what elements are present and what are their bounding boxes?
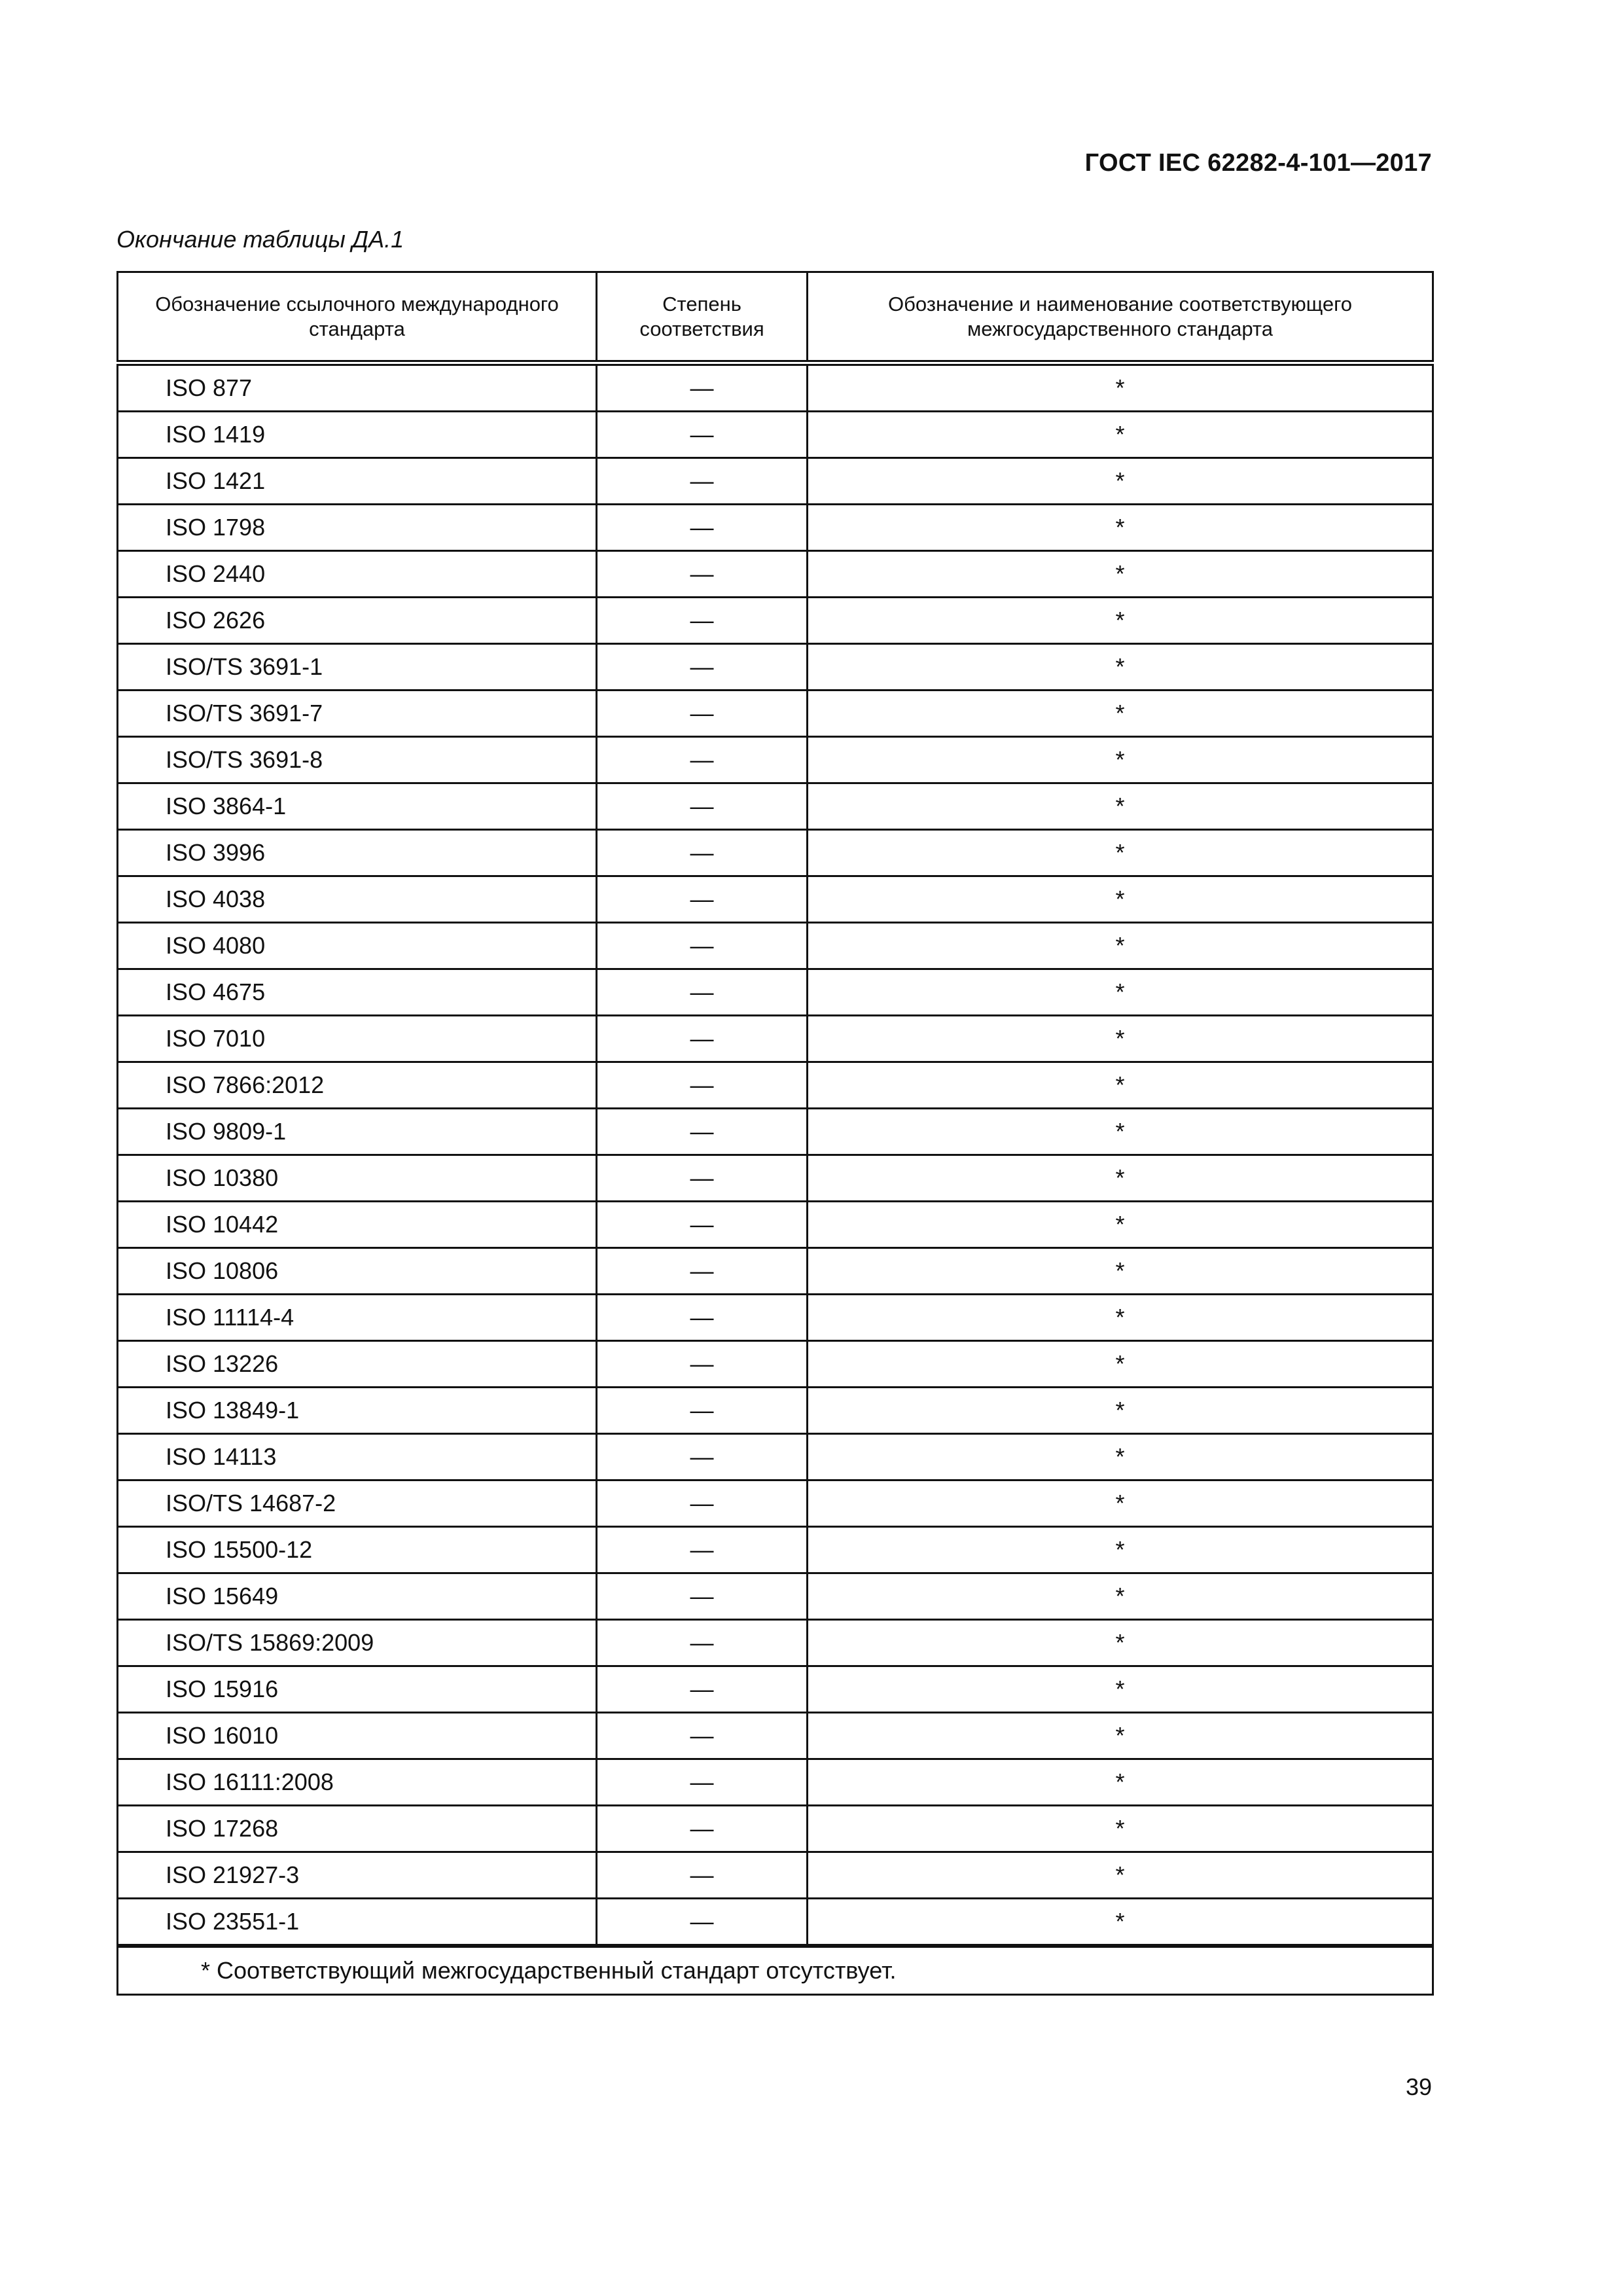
reference-standard-cell: ISO 4675 xyxy=(118,969,597,1016)
reference-standard-cell: ISO 13226 xyxy=(118,1341,597,1388)
national-standard-cell: * xyxy=(808,1620,1433,1666)
reference-standard-cell: ISO 9809-1 xyxy=(118,1109,597,1155)
table-row xyxy=(118,1155,1433,1202)
national-standard-cell: * xyxy=(808,1388,1433,1434)
national-standard-cell: * xyxy=(808,1434,1433,1480)
table-row xyxy=(118,1248,1433,1295)
national-standard-cell: * xyxy=(808,458,1433,505)
table-row xyxy=(118,1899,1433,1946)
table-row xyxy=(118,598,1433,644)
conformity-degree-cell: — xyxy=(597,1434,808,1480)
conformity-degree-cell: — xyxy=(597,1573,808,1620)
conformity-degree-cell: — xyxy=(597,1295,808,1341)
table-row xyxy=(118,691,1433,737)
conformity-degree-cell: — xyxy=(597,923,808,969)
reference-standard-cell: ISO 16111:2008 xyxy=(118,1759,597,1806)
table-row xyxy=(118,923,1433,969)
reference-standard-cell: ISO 15649 xyxy=(118,1573,597,1620)
conformity-degree-cell: — xyxy=(597,598,808,644)
reference-standard-cell: ISO/TS 3691-8 xyxy=(118,737,597,783)
conformity-degree-cell: — xyxy=(597,1388,808,1434)
national-standard-cell: * xyxy=(808,1155,1433,1202)
table-row xyxy=(118,644,1433,691)
table-footnote: * Соответствующий межгосударственный стандарт отсутствует. xyxy=(118,1946,1433,1995)
conformity-degree-cell: — xyxy=(597,412,808,458)
national-standard-cell: * xyxy=(808,1899,1433,1946)
reference-standard-cell: ISO 15500-12 xyxy=(118,1527,597,1573)
reference-standard-cell: ISO 1421 xyxy=(118,458,597,505)
national-standard-cell: * xyxy=(808,783,1433,830)
reference-standard-cell: ISO/TS 14687-2 xyxy=(118,1480,597,1527)
national-standard-cell: * xyxy=(808,1062,1433,1109)
reference-standard-cell: ISO 3864-1 xyxy=(118,783,597,830)
reference-standard-cell: ISO/TS 15869:2009 xyxy=(118,1620,597,1666)
reference-standard-cell: ISO 14113 xyxy=(118,1434,597,1480)
national-standard-cell: * xyxy=(808,1295,1433,1341)
reference-standard-cell: ISO/TS 3691-7 xyxy=(118,691,597,737)
reference-standard-cell: ISO 4038 xyxy=(118,876,597,923)
conformity-degree-cell: — xyxy=(597,1155,808,1202)
table-row xyxy=(118,783,1433,830)
national-standard-cell: * xyxy=(808,691,1433,737)
national-standard-cell: * xyxy=(808,598,1433,644)
table-row xyxy=(118,1109,1433,1155)
reference-standard-cell: ISO 877 xyxy=(118,363,597,412)
column-header-reference: Обозначение ссылочного международного стандарта xyxy=(118,272,597,363)
conformity-degree-cell: — xyxy=(597,1016,808,1062)
conformity-degree-cell: — xyxy=(597,1341,808,1388)
national-standard-cell: * xyxy=(808,1806,1433,1852)
reference-standard-cell: ISO 17268 xyxy=(118,1806,597,1852)
reference-standard-cell: ISO 15916 xyxy=(118,1666,597,1713)
table-row xyxy=(118,551,1433,598)
conformity-degree-cell: — xyxy=(597,737,808,783)
table-row xyxy=(118,1016,1433,1062)
table-row xyxy=(118,1806,1433,1852)
national-standard-cell: * xyxy=(808,1852,1433,1899)
national-standard-cell: * xyxy=(808,969,1433,1016)
national-standard-cell: * xyxy=(808,1666,1433,1713)
table-row xyxy=(118,1434,1433,1480)
national-standard-cell: * xyxy=(808,1759,1433,1806)
reference-standard-cell: ISO 2440 xyxy=(118,551,597,598)
national-standard-cell: * xyxy=(808,1016,1433,1062)
national-standard-cell: * xyxy=(808,1573,1433,1620)
national-standard-cell: * xyxy=(808,1341,1433,1388)
national-standard-cell: * xyxy=(808,1109,1433,1155)
conformity-degree-cell: — xyxy=(597,830,808,876)
column-header-national: Обозначение и наименование соответствующего межгосударственного стандарта xyxy=(808,272,1433,363)
table-row xyxy=(118,458,1433,505)
document-code: ГОСТ IEC 62282-4-101—2017 xyxy=(1084,149,1432,177)
table-header-row xyxy=(118,272,1433,363)
table-row xyxy=(118,737,1433,783)
conformity-degree-cell: — xyxy=(597,1202,808,1248)
conformity-degree-cell: — xyxy=(597,1852,808,1899)
table-row xyxy=(118,1666,1433,1713)
national-standard-cell: * xyxy=(808,363,1433,412)
national-standard-cell: * xyxy=(808,737,1433,783)
table-row xyxy=(118,1388,1433,1434)
conformity-degree-cell: — xyxy=(597,1899,808,1946)
national-standard-cell: * xyxy=(808,644,1433,691)
conformity-degree-cell: — xyxy=(597,1713,808,1759)
reference-standard-cell: ISO/TS 3691-1 xyxy=(118,644,597,691)
table-row xyxy=(118,830,1433,876)
reference-standard-cell: ISO 16010 xyxy=(118,1713,597,1759)
conformity-degree-cell: — xyxy=(597,551,808,598)
national-standard-cell: * xyxy=(808,1480,1433,1527)
reference-standard-cell: ISO 13849-1 xyxy=(118,1388,597,1434)
reference-standard-cell: ISO 4080 xyxy=(118,923,597,969)
conformity-degree-cell: — xyxy=(597,691,808,737)
conformity-degree-cell: — xyxy=(597,1109,808,1155)
conformity-degree-cell: — xyxy=(597,1527,808,1573)
table-row xyxy=(118,1202,1433,1248)
conformity-degree-cell: — xyxy=(597,644,808,691)
national-standard-cell: * xyxy=(808,505,1433,551)
conformity-degree-cell: — xyxy=(597,1062,808,1109)
table-row xyxy=(118,505,1433,551)
conformity-degree-cell: — xyxy=(597,876,808,923)
table-row xyxy=(118,1341,1433,1388)
conformity-degree-cell: — xyxy=(597,458,808,505)
conformity-degree-cell: — xyxy=(597,1248,808,1295)
table-row xyxy=(118,1480,1433,1527)
conformity-degree-cell: — xyxy=(597,1666,808,1713)
national-standard-cell: * xyxy=(808,1248,1433,1295)
reference-standard-cell: ISO 1798 xyxy=(118,505,597,551)
table-footnote-row xyxy=(118,1946,1433,1995)
national-standard-cell: * xyxy=(808,412,1433,458)
table-row xyxy=(118,969,1433,1016)
reference-standard-cell: ISO 3996 xyxy=(118,830,597,876)
reference-standard-cell: ISO 1419 xyxy=(118,412,597,458)
page-number: 39 xyxy=(1405,2073,1432,2100)
table-row xyxy=(118,1620,1433,1666)
table-row xyxy=(118,1759,1433,1806)
conformity-degree-cell: — xyxy=(597,1620,808,1666)
column-header-degree: Степень соответствия xyxy=(597,272,808,363)
national-standard-cell: * xyxy=(808,830,1433,876)
national-standard-cell: * xyxy=(808,876,1433,923)
national-standard-cell: * xyxy=(808,551,1433,598)
reference-standard-cell: ISO 7866:2012 xyxy=(118,1062,597,1109)
conformity-degree-cell: — xyxy=(597,505,808,551)
national-standard-cell: * xyxy=(808,1527,1433,1573)
reference-standard-cell: ISO 2626 xyxy=(118,598,597,644)
conformity-degree-cell: — xyxy=(597,783,808,830)
national-standard-cell: * xyxy=(808,1202,1433,1248)
table-row xyxy=(118,876,1433,923)
table-row xyxy=(118,1713,1433,1759)
table-row xyxy=(118,412,1433,458)
reference-standard-cell: ISO 10806 xyxy=(118,1248,597,1295)
table-row xyxy=(118,1852,1433,1899)
conformity-degree-cell: — xyxy=(597,1480,808,1527)
table-row xyxy=(118,1062,1433,1109)
conformity-degree-cell: — xyxy=(597,363,808,412)
conformity-degree-cell: — xyxy=(597,969,808,1016)
table-body xyxy=(118,363,1433,1946)
table-row xyxy=(118,1527,1433,1573)
national-standard-cell: * xyxy=(808,1713,1433,1759)
national-standard-cell: * xyxy=(808,923,1433,969)
reference-standard-cell: ISO 10442 xyxy=(118,1202,597,1248)
reference-standard-cell: ISO 10380 xyxy=(118,1155,597,1202)
table-row xyxy=(118,1573,1433,1620)
table-row xyxy=(118,363,1433,412)
reference-standard-cell: ISO 11114-4 xyxy=(118,1295,597,1341)
conformity-degree-cell: — xyxy=(597,1806,808,1852)
reference-standard-cell: ISO 7010 xyxy=(118,1016,597,1062)
table-caption: Окончание таблицы ДА.1 xyxy=(116,226,404,253)
table-row xyxy=(118,1295,1433,1341)
reference-standard-cell: ISO 23551-1 xyxy=(118,1899,597,1946)
conformity-degree-cell: — xyxy=(597,1759,808,1806)
standards-table xyxy=(116,271,1434,1996)
reference-standard-cell: ISO 21927-3 xyxy=(118,1852,597,1899)
